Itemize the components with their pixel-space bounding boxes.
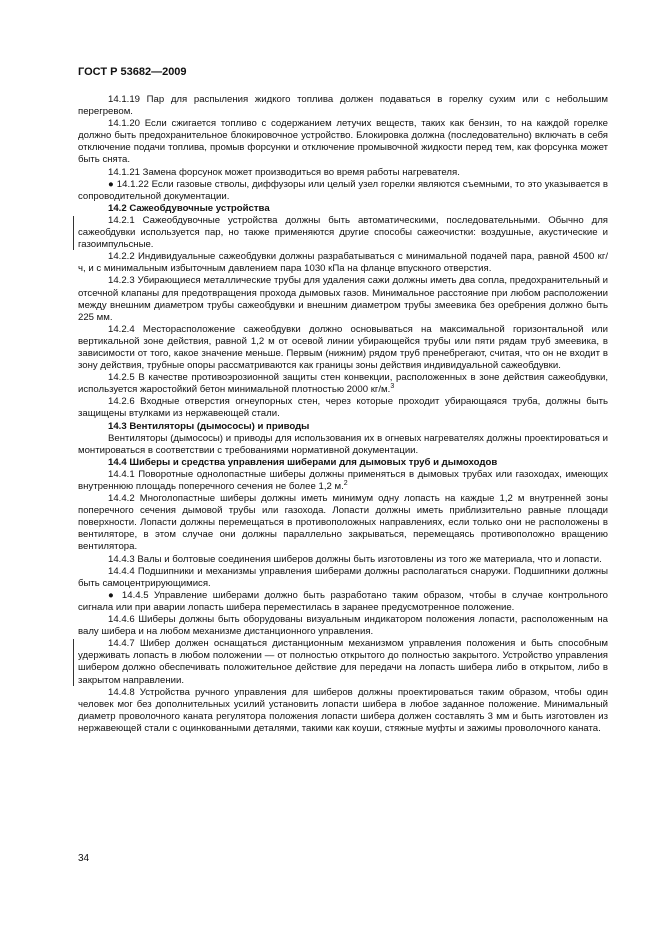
change-marked-block bbox=[78, 215, 608, 251]
superscript-area: 2 bbox=[343, 479, 348, 487]
superscript-density: 3 bbox=[390, 383, 395, 391]
change-bar bbox=[73, 639, 74, 685]
paragraph-14-2-6: 14.2.6 Входные отверстия огнеупорных стен, через которые проходит убирающаяся труба, должны быть защищены втулками из нержавеющей стали. bbox=[78, 396, 608, 420]
change-marked-block-2 bbox=[78, 638, 608, 686]
paragraph-14-4-1-text: 14.4.1 Поворотные однолопастные шиберы должны применяться в дымовых трубах или газоходах, имеющих внутреннюю площадь поперечного сечения не более 1,2 м. bbox=[78, 468, 608, 492]
paragraph-14-4-4: 14.4.4 Подшипники и механизмы управления шиберами должны располагаться снаружи. Подшипники должны быть самоцентрирующимися. bbox=[78, 565, 608, 589]
section-heading-14-2: 14.2 Сажеобдувочные устройства bbox=[108, 202, 270, 214]
paragraph-14-4-2: 14.4.2 Многолопастные шиберы должны иметь минимум одну лопасть на каждые 1,2 м внутренней зоны поперечного сечения дымовой трубы или газохода. Лопасти должны иметь приблизительно равные площади поверхности. Лопасти должны перемещаться в противоположных направлениях, если только они не расположены в вентиляторе, в этом случае они должны параллельно закрываться, перемещаясь противоположно вращению вентилятора. bbox=[78, 493, 608, 553]
paragraph-14-4-1 bbox=[78, 469, 608, 493]
paragraph-14-4-7: 14.4.7 Шибер должен оснащаться дистанционным механизмом управления положения и быть способным удерживать лопасть в любом положении — от полностью открытого до полностью закрытого. Устройство управления шибером должно обеспечивать положительное действие для передачи на лопасть шибера либо в открытом, либо в закрытом направлении. bbox=[78, 638, 608, 686]
paragraph-14-2-2: 14.2.2 Индивидуальные сажеобдувки должны разрабатываться с минимальной подачей пара, равной 4500 кг/ч, и с минимальным избыточным давлением пара 1030 кПа на фланце впускного отверстия. bbox=[78, 251, 608, 275]
paragraph-14-2-3: 14.2.3 Убирающиеся металлические трубы для удаления сажи должны иметь два сопла, предохранительный и отсечной клапаны для предотвращения прохода дымовых газов. Минимальное расстояние при любом расположении между внешним диаметром трубы сажеобдувки и внешним диаметром трубы змеевика без оребрения должно быть 225 мм. bbox=[78, 275, 608, 323]
paragraph-14-1-20: 14.1.20 Если сжигается топливо с содержанием летучих веществ, таких как бензин, то на каждой горелке должно быть предохранительное блокировочное устройство. Блокировка должна (последовательно) включать в себя отключение подачи топлива, промыв форсунки и отключение промывочной жидкости перед тем, как форсунка может быть снята. bbox=[78, 118, 608, 166]
paragraph-14-4-6: 14.4.6 Шиберы должны быть оборудованы визуальным индикатором положения лопасти, расположенным на валу шибера и на любом механизме дистанционного управления. bbox=[78, 614, 608, 638]
paragraph-14-2-5-text: 14.2.5 В качестве противоэрозионной защиты стен конвекции, расположенных в зоне действия сажеобдувки, используется жаростойкий бетон минимальной плотностью 2000 кг/м. bbox=[78, 372, 608, 396]
section-heading-14-3: 14.3 Вентиляторы (дымососы) и приводы bbox=[108, 420, 310, 432]
paragraph-14-2-5 bbox=[78, 372, 608, 396]
paragraph-14-2-4: 14.2.4 Месторасположение сажеобдувки должно основываться на максимальной горизонтальной или вертикальной зоне действия, равной 1,2 м от осевой линии убирающейся трубы или пяти рядам труб змеевика, в зависимости от того, какое значение меньше. Первым (нижним) рядом труб пренебрегают, считая, что он не входит в зону действия, трубные опоры рассматриваются как границы зоны действия индивидуальной сажеобдувки. bbox=[78, 323, 608, 372]
paragraph-14-4-3: 14.4.3 Валы и болтовые соединения шиберов должны быть изготовлены из того же материала, что и лопасти. bbox=[108, 553, 602, 565]
page-number: 34 bbox=[78, 853, 90, 864]
paragraph-14-1-22: ● 14.1.22 Если газовые стволы, диффузоры или целый узел горелки являются съемными, то это указывается в сопроводительной документации. bbox=[78, 178, 608, 202]
document-body bbox=[78, 94, 608, 735]
paragraph-14-1-21: 14.1.21 Замена форсунок может производиться во время работы нагревателя. bbox=[108, 166, 460, 178]
change-bar bbox=[73, 216, 74, 250]
paragraph-14-3-body: Вентиляторы (дымососы) и приводы для использования их в огневых нагревателях должны проектироваться и монтироваться в соответствии с требованиями нормативной документации. bbox=[78, 432, 608, 456]
paragraph-14-4-8: 14.4.8 Устройства ручного управления для шиберов должны проектироваться таким образом, чтобы один человек мог без дополнительных усилий установить лопасти шибера в любое заданное положение. Минимальный диаметр проволочного каната регулятора положения лопасти шибера должен составлять 3 мм и быть изготовлен из нержавеющей стали с оцинкованными деталями, такими как коуши, стяжные муфты и зажимы проволочного каната. bbox=[78, 686, 608, 734]
page-header: ГОСТ Р 53682—2009 bbox=[78, 66, 187, 78]
paragraph-14-4-5: ● 14.4.5 Управление шиберами должно быть разработано таким образом, чтобы в случае контрольного сигнала или при аварии лопасть шибера переместилась в заранее предусмотренное положение. bbox=[78, 589, 608, 613]
section-heading-14-4: 14.4 Шиберы и средства управления шиберами для дымовых труб и дымоходов bbox=[108, 456, 498, 468]
paragraph-14-1-19: 14.1.19 Пар для распыления жидкого топлива должен подаваться в горелку сухим или с небольшим перегревом. bbox=[78, 94, 608, 118]
paragraph-14-2-1: 14.2.1 Сажеобдувочные устройства должны быть автоматическими, последовательными. Обычно для сажеобдувки используется пар, но также применяются другие способы сажеочистки: воздушные, акустические и газоимпульсные. bbox=[78, 214, 608, 251]
